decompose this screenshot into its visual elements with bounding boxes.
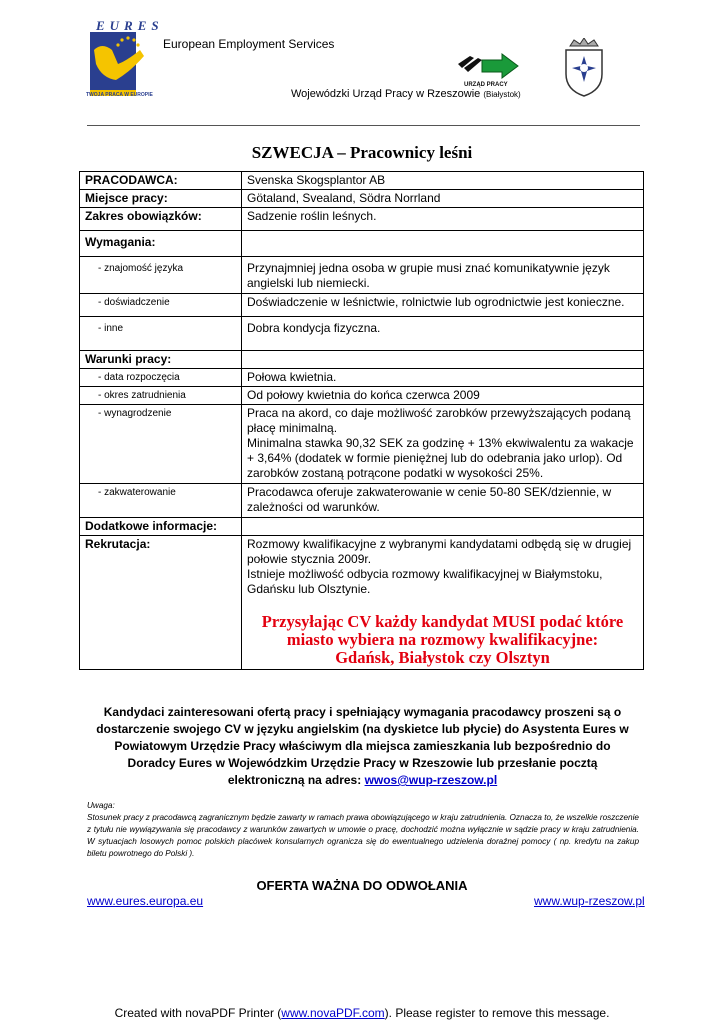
table-row: [80, 257, 644, 294]
requirements-label: Wymagania:: [80, 231, 242, 257]
additional-value: [242, 518, 644, 536]
workplace-value: Götaland, Svealand, Södra Norrland: [242, 190, 644, 208]
page-title: SZWECJA – Pracownicy leśni: [251, 143, 473, 162]
other-value: Dobra kondycja fizyczna.: [242, 317, 644, 351]
other-label: - inne: [80, 317, 242, 351]
workplace-label: Miejsce pracy:: [80, 190, 242, 208]
european-employment-services: European Employment Services: [163, 37, 335, 51]
candidates-text: Kandydaci zainteresowani ofertą pracy i spełniający wymagania pracodawcy proszeni są o dostarczenie swojego CV w języku angielskim (na dyskietce lub płycie) do Asystenta Eures w Powiatowym Urzędzie Pracy właściwym dla miejsca zamieszkania lub bezpośrednio do Doradcy Eures w Wojewódzkim Urzędzie Pracy w Rzeszowie lub przesłanie pocztą elektroniczną na adres:: [96, 705, 629, 787]
table-row: [80, 208, 644, 231]
employer-value: Svenska Skogsplantor AB: [242, 172, 644, 190]
table-row: [80, 405, 644, 484]
candidates-email-link[interactable]: wwos@wup-rzeszow.pl: [364, 773, 498, 787]
office-name-text: Wojewódzki Urząd Pracy w Rzeszowie: [291, 88, 481, 100]
duties-value: Sadzenie roślin leśnych.: [242, 208, 644, 231]
note-label: Uwaga:: [87, 801, 115, 810]
requirements-value: [242, 231, 644, 257]
table-row: [80, 518, 644, 536]
novapdf-link[interactable]: www.novaPDF.com: [281, 1006, 385, 1020]
red-notice-line-1: Przysyłając CV każdy kandydat MUSI podać które: [261, 612, 624, 631]
coat-of-arms-icon: [560, 38, 608, 98]
language-label: - znajomość języka: [80, 257, 242, 294]
note-text: Stosunek pracy z pracodawcą zagranicznym będzie zawarty w ramach prawa obowiązującego w kraju zatrudnienia. Oznacza to, że wszelkie roszczenie z tytułu nie wywiązywania się pracodawcy z warunków zawartych w umowie o pracę, dochodzić można wyłącznie w sądzie pracy w kraju zatrudnienia. W sytuacjach losowych pomoc polskich placówek konsularnych ogranicza się do ewentualnego udzielenia doraźnej pomocy ( np. kredytu na zakup biletu powrotnego do Polski ).: [87, 813, 639, 858]
office-city: (Białystok): [483, 90, 521, 99]
novapdf-footer: [0, 1006, 724, 1020]
footer-text-before: Created with novaPDF Printer (: [114, 1006, 282, 1020]
salary-value: [242, 405, 644, 484]
eures-tagline: TWOJA PRACA W EUROPIE: [86, 92, 153, 98]
footer-text-after: ). Please register to remove this message.: [384, 1006, 610, 1020]
recruitment-label: Rekrutacja:: [80, 536, 242, 670]
table-row: [80, 317, 644, 351]
wup-website-link[interactable]: www.wup-rzeszow.pl: [534, 894, 645, 908]
additional-label: Dodatkowe informacje:: [80, 518, 242, 536]
experience-value: Doświadczenie w leśnictwie, rolnictwie lub ogrodnictwie jest konieczne.: [242, 294, 644, 317]
housing-value: Pracodawca oferuje zakwaterowanie w cenie 50-80 SEK/dziennie, w zależności od warunków.: [242, 484, 644, 518]
duties-label: Zakres obowiązków:: [80, 208, 242, 231]
up-logo-text: URZĄD PRACY: [464, 82, 508, 88]
start-label: - data rozpoczęcia: [80, 369, 242, 387]
table-row: [80, 190, 644, 208]
conditions-label: Warunki pracy:: [80, 351, 242, 369]
employer-label: PRACODAWCA:: [80, 172, 242, 190]
period-value: Od połowy kwietnia do końca czerwca 2009: [242, 387, 644, 405]
header-divider: [87, 125, 640, 126]
start-value: Połowa kwietnia.: [242, 369, 644, 387]
red-notice: [247, 613, 638, 667]
recruitment-line-2: Istnieje możliwość odbycia rozmowy kwalifikacyjnej w Białymstoku, Gdańsku lub Olsztynie.: [247, 567, 603, 596]
red-notice-line-3: Gdańsk, Białystok czy Olsztyn: [335, 648, 550, 667]
conditions-value: [242, 351, 644, 369]
table-row: [80, 369, 644, 387]
note: [87, 800, 639, 860]
office-name: [291, 88, 521, 100]
table-row: [80, 172, 644, 190]
urzad-pracy-logo: [456, 52, 520, 90]
offer-table: [79, 171, 644, 670]
table-row: [80, 231, 644, 257]
candidates-paragraph: [90, 704, 635, 789]
language-value: Przynajmniej jedna osoba w grupie musi znać komunikatywnie język angielski lub niemiecki.: [242, 257, 644, 294]
table-row: [80, 484, 644, 518]
period-label: - okres zatrudnienia: [80, 387, 242, 405]
recruitment-line-1: Rozmowy kwalifikacyjne z wybranymi kandydatami odbędą się w drugiej połowie stycznia 2009r.: [247, 537, 632, 566]
housing-label: - zakwaterowanie: [80, 484, 242, 518]
salary-line-1: Praca na akord, co daje możliwość zarobków przewyższających podaną płacę minimalną.: [247, 406, 631, 435]
offer-validity: OFERTA WAŻNA DO ODWOŁANIA: [256, 878, 468, 893]
red-notice-line-2: miasto wybiera na rozmowy kwalifikacyjne:: [286, 630, 599, 649]
table-row: [80, 387, 644, 405]
recruitment-value: [242, 536, 644, 670]
salary-line-2: Minimalna stawka 90,32 SEK za godzinę + 13% ekwiwalentu za wakacje + 3,64% (dodatek w formie pieniężnej lub do odebrania jako urlop). Od zarobków zostaną potrącone podatki w wysokości 25%.: [247, 436, 634, 480]
salary-label: - wynagrodzenie: [80, 405, 242, 484]
experience-label: - doświadczenie: [80, 294, 242, 317]
eures-website-link[interactable]: www.eures.europa.eu: [87, 894, 204, 908]
table-row: [80, 536, 644, 670]
table-row: [80, 294, 644, 317]
eures-wordmark: EURES: [96, 18, 164, 33]
table-row: [80, 351, 644, 369]
